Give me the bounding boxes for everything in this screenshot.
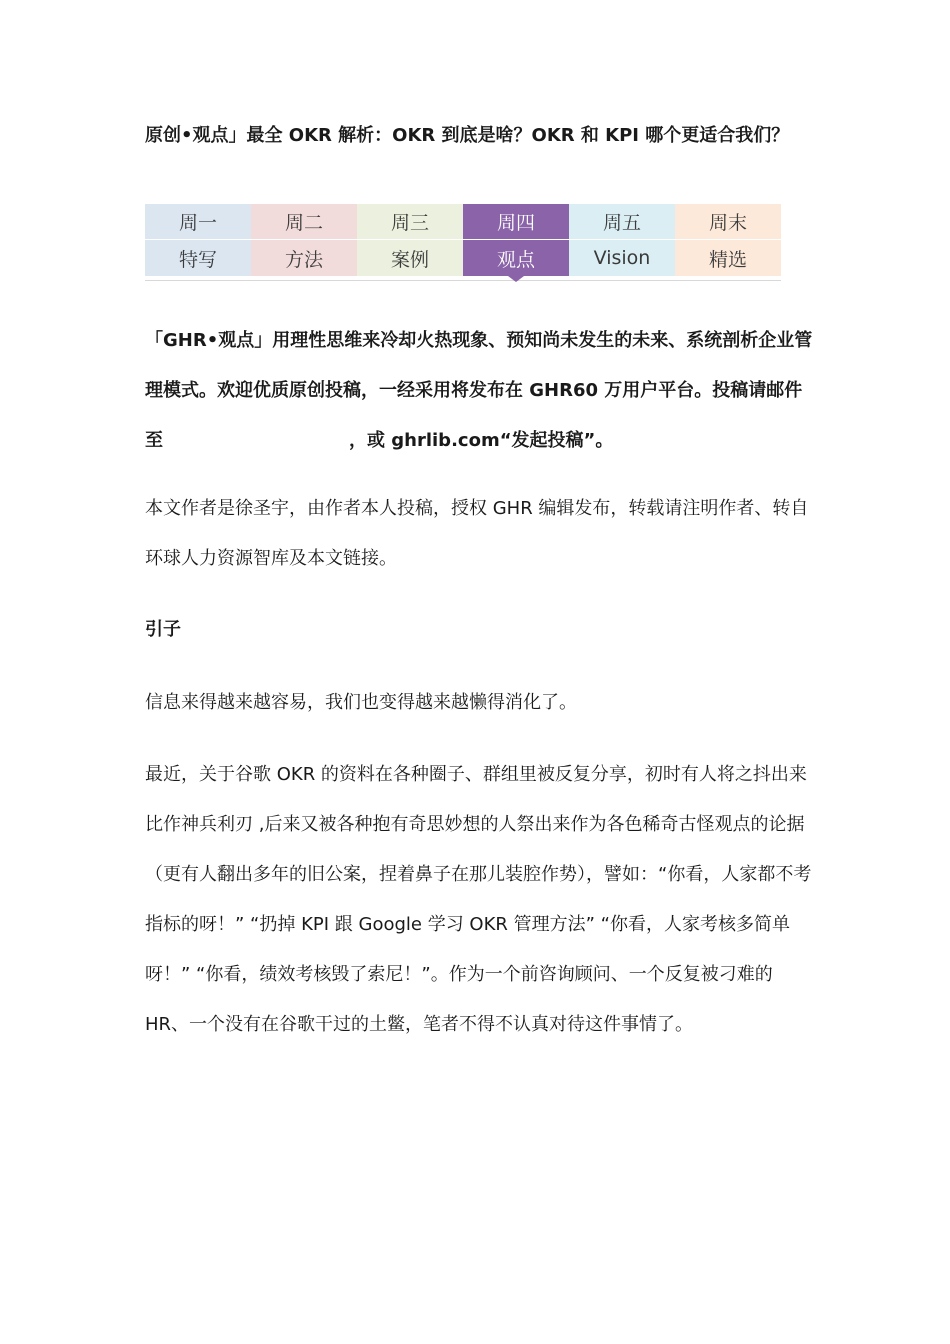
banner-day-wed: 周三 [357,204,463,240]
paragraph-info: 信息来得越来越容易，我们也变得越来越懒得消化了。 [145,692,577,713]
banner-day-tue: 周二 [251,204,357,240]
banner-day-fri: 周五 [569,204,675,240]
article-title: 原创•观点」最全 OKR 解析：OKR 到底是啥？OKR 和 KPI 哪个更适合我们？ [145,125,790,146]
intro-text: 「GHR•观点」用理性思维来冷却火热现象、预知尚未发生的未来、系统剖析企业管理模式。欢迎优质原创投稿，一经采用将发布在 GHR60 万用户平台。投稿请邮件至 [145,330,813,451]
section-heading: 引子 [145,619,181,640]
weekly-column-banner [145,204,781,281]
banner-label-vision: Vision [569,240,675,276]
banner-label-case: 案例 [357,240,463,276]
paragraph-recent: 最近，关于谷歌 OKR 的资料在各种圈子、群组里被反复分享，初时有人将之抖出来比作神兵利刃 ,后来又被各种抱有奇思妙想的人祭出来作为各色稀奇古怪观点的论据（更有人翻出多年的旧公案，捏着鼻子在那儿装腔作势），譬如：“你看，人家都不考指标的呀！” “扔掉 KPI 跟 Google 学习 OKR 管理方法” “你看，人家考核多简单呀！” “你看，绩效考核毁了索尼！”。作为一个前咨询顾问、一个反复被刁难的 HR、一个没有在谷歌干过的土鳖，笔者不得不认真对待这件事情了。 [145,764,812,1035]
intro-text-tail: ，或 ghrlib.com“发起投稿”。 [349,430,614,451]
author-note: 本文作者是徐圣宇，由作者本人投稿，授权 GHR 编辑发布，转载请注明作者、转自环球人力资源智库及本文链接。 [145,498,809,569]
banner-label-viewpoint: 观点 [463,240,569,276]
banner-label-feature: 特写 [145,240,251,276]
banner-label-selection: 精选 [675,240,781,276]
banner-day-mon: 周一 [145,204,251,240]
intro-paragraph [145,316,813,466]
banner-label-method: 方法 [251,240,357,276]
banner-day-weekend: 周末 [675,204,781,240]
banner-day-thu: 周四 [463,204,569,240]
